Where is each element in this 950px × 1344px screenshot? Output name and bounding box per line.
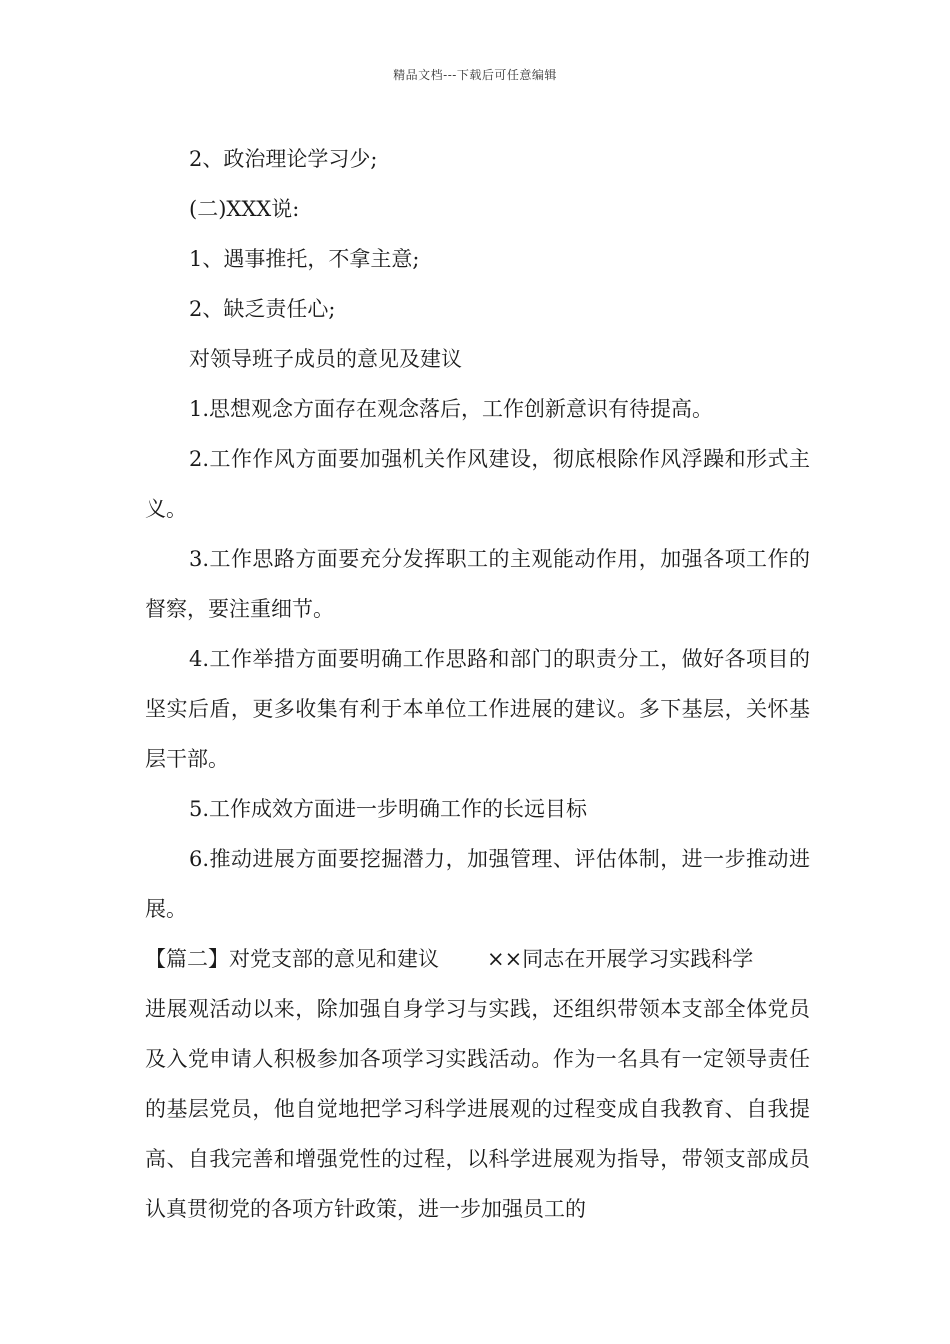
page-header: 精品文档---下载后可任意编辑 <box>393 68 557 82</box>
paragraph: 5.工作成效方面进一步明确工作的长远目标 <box>189 797 588 821</box>
section-heading-line <box>145 934 810 984</box>
section-heading: 【篇二】对党支部的意见和建议 <box>145 947 439 971</box>
paragraph: (二)XXX说: <box>189 197 300 221</box>
paragraph: 1、遇事推托，不拿主意; <box>189 247 420 271</box>
section-first-line-text: ××同志在开展学习实践科学 <box>487 947 754 971</box>
paragraph: 4.工作举措方面要明确工作思路和部门的职责分工，做好各项目的坚实后盾，更多收集有利于本单位工作进展的建议。多下基层，关怀基层干部。 <box>145 647 810 771</box>
paragraph: 2、缺乏责任心; <box>189 297 336 321</box>
section-body: 进展观活动以来，除加强自身学习与实践，还组织带领本支部全体党员及入党申请人积极参加各项学习实践活动。作为一名具有一定领导责任的基层党员，他自觉地把学习科学进展观的过程变成自我教育、自我提高、自我完善和增强党性的过程，以科学进展观为指导，带领支部成员认真贯彻党的各项方针政策，进一步加强员工的 <box>145 997 810 1221</box>
paragraph: 3.工作思路方面要充分发挥职工的主观能动作用，加强各项工作的督察，要注重细节。 <box>145 547 810 621</box>
document-body <box>145 134 810 1234</box>
paragraph: 1.思想观念方面存在观念落后，工作创新意识有待提高。 <box>189 397 714 421</box>
section-subheading: 对领导班子成员的意见及建议 <box>189 347 462 371</box>
paragraph: 2.工作作风方面要加强机关作风建设，彻底根除作风浮躁和形式主义。 <box>145 447 810 521</box>
paragraph: 2、政治理论学习少; <box>189 147 378 171</box>
paragraph: 6.推动进展方面要挖掘潜力，加强管理、评估体制，进一步推动进展。 <box>145 847 810 921</box>
